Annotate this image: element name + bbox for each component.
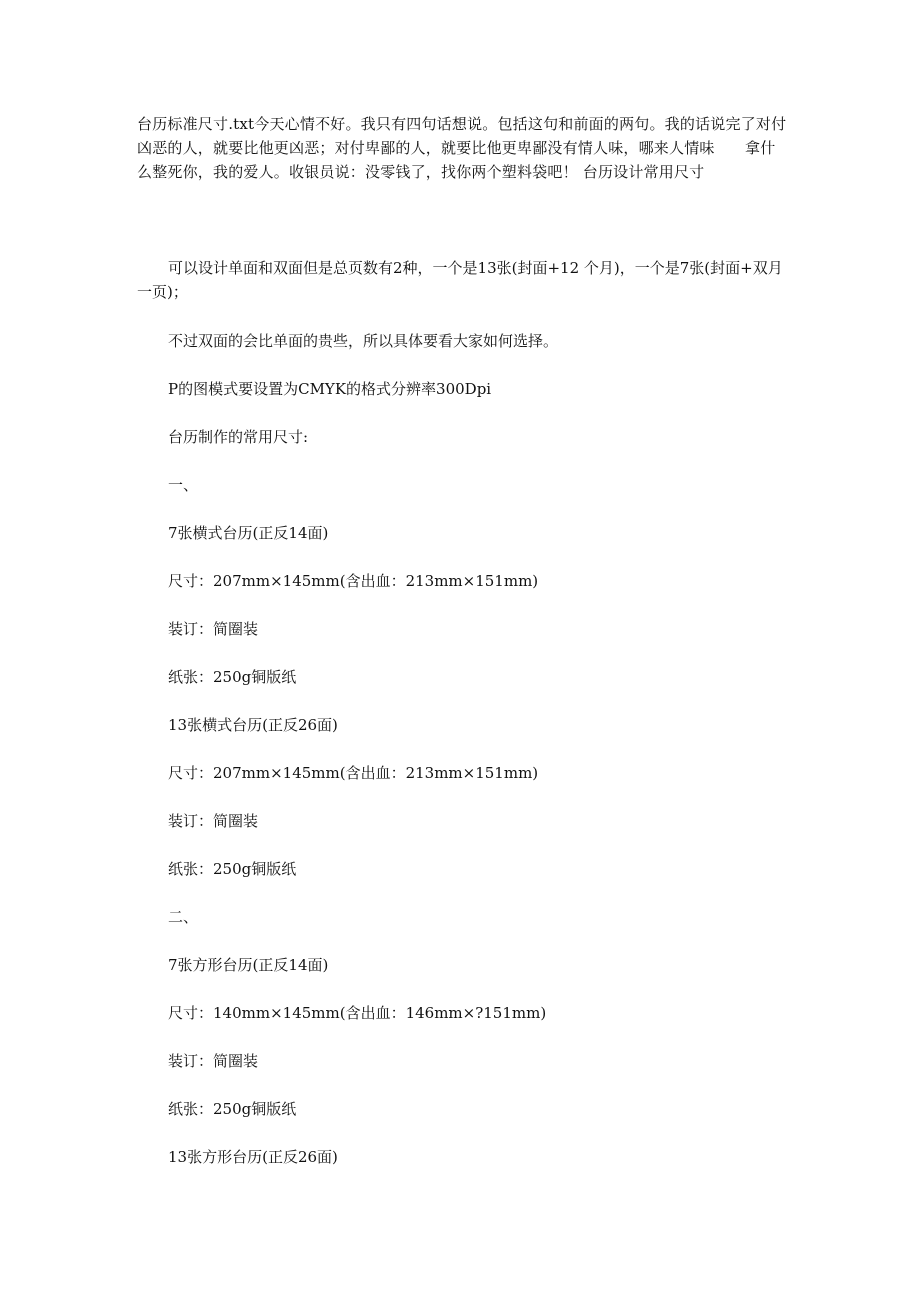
item-size: 尺寸：207mm×145mm(含出血：213mm×151mm): [168, 764, 539, 782]
paragraph-double-sided-note: 不过双面的会比单面的贵些，所以具体要看大家如何选择。: [168, 332, 559, 350]
item-title: 7张横式台历(正反14面): [168, 524, 329, 542]
item-title: 13张方形台历(正反26面): [168, 1148, 338, 1166]
item-size: 尺寸：207mm×145mm(含出血：213mm×151mm): [168, 572, 539, 590]
item-binding: 装订：简圈装: [168, 1052, 259, 1070]
paragraph-page-count: 可以设计单面和双面但是总页数有2种，一个是13张(封面+12 个月)，一个是7张(封面+双月一页)；: [137, 259, 783, 301]
item-size: 尺寸：140mm×145mm(含出血：146mm×?151mm): [168, 1004, 547, 1022]
item-binding: 装订：简圈装: [168, 812, 259, 830]
paragraph-sizes-heading: 台历制作的常用尺寸:: [168, 428, 309, 446]
paragraph-color-mode: P的图模式要设置为CMYK的格式分辨率300Dpi: [168, 380, 492, 398]
item-paper: 纸张：250g铜版纸: [168, 668, 297, 686]
item-paper: 纸张：250g铜版纸: [168, 860, 297, 878]
section-heading-one: 一、: [168, 476, 199, 494]
item-binding: 装订：简圈装: [168, 620, 259, 638]
item-paper: 纸张：250g铜版纸: [168, 1100, 297, 1118]
intro-paragraph: 台历标准尺寸.txt今天心情不好。我只有四句话想说。包括这句和前面的两句。我的话说完了对付凶恶的人，就要比他更凶恶；对付卑鄙的人，就要比他更卑鄙没有情人味，哪来人情味 拿什么整死你，我的爱人。收银员说：没零钱了，找你两个塑料袋吧！ 台历设计常用尺寸: [137, 115, 787, 181]
item-title: 13张横式台历(正反26面): [168, 716, 338, 734]
section-heading-two: 二、: [168, 908, 199, 926]
item-title: 7张方形台历(正反14面): [168, 956, 329, 974]
